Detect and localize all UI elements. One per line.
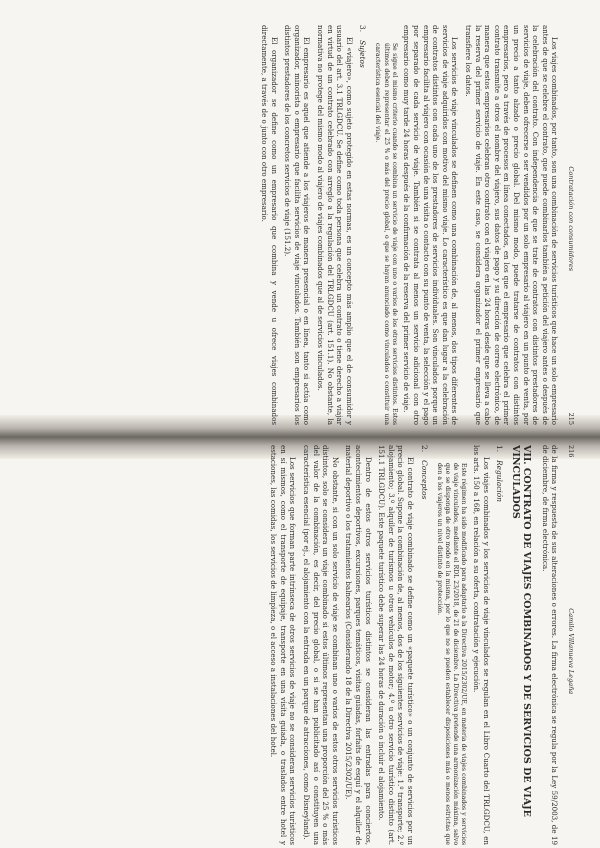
section-number: 2. (419, 445, 429, 453)
paragraph: Los viajes combinados y los servicios de viaje vinculados se regulan en el Libro Cuarto del TRLGDCU, en los arts. 150 a 168, en relación a su oferta, contratación y ejecución. (472, 445, 491, 845)
note: Se sigue el mismo criterio cuando se combina un servicio de viaje con uno o varios de los otros servicios distintos. Estos últimos deben representar el 25 % o más del precio global, o que se hayan anunciado como vinculados o constituir una característica esencial del viaje. (374, 43, 398, 425)
page-216 (175, 445, 575, 845)
page-header (565, 445, 575, 845)
paragraph: Dentro de estos otros servicios turísticos distintos se consideran las entradas para conciertos, acontecimientos deportivos, excursiones, parques temáticos, visitas guiadas, forfaits de esquí y el alquiler de material deportivo o los tratamientos balnearios (Considerando 18 de la Directiva 2015/2302/UE). (344, 445, 373, 845)
paragraph: No obstante, si con un solo servicio de viaje se combinan uno o varios de estos otros servicios turísticos distintos, solo se considera un viaje combinado si estos últimos representan una proporción del 25 % o más del valor de la combinación, es decir, del precio global, o si se han publicitado así o constituyen una característica esencial (por ej., el alojamiento con la entrada en un parque de atracciones, como Disneyland). (302, 445, 340, 845)
page-header (565, 25, 575, 425)
paragraph: Los servicios de viaje vinculados se definen como una combinación de, al menos, dos tipos diferentes de servicios de viaje adquiridos con motivo del mismo viaje. Lo característico es que dan lugar a la celebración de contratos distintos con cada uno de los prestadores de servicios individuales. Son vinculados porque un empresario facilita al viajero con ocasión de una visita o contacto con su punto de venta, la selección y el pago por separado de cada servicio de viaje. También si se contrata al menos un servicio adicional con otro empresario como muy tarde 24 horas después de la confirmación de la reserva del primer servicio de viaje. (402, 25, 460, 425)
note: Este régimen ha sido modificado para adaptarlo a la Directiva 2015/2302/UE, en materia de viajes combinados y servicios de viaje vinculados, mediante el RDL 23/2018, de 21 de diciembre. La Directiva pretende una armonización máxima, salvo que se disponga de otro modo en la misma, por lo que no se pueden establecer disposiciones más o menos estrictas que den a los viajeros un nivel distinto de protección. (435, 463, 468, 845)
paragraph: El empresario es aquel que atiende a los viajeros de manera presencial o en línea, tanto si actúa como organizador, minorista o empresario que facilita servicios de viaje vinculados. También son empresarios los distintos prestadores de los concretos servicios de viaje (151.2). (283, 25, 312, 425)
paragraph: El «viajero», como sujeto protegido en estas normas, es un concepto más amplio que el de consumidor y usuario del art. 3.1 TRLGDCU. Se define como toda persona que celebra un contrato o tiene derecho a viajar en virtud de un contrato celebrado con arreglo a la regulación del TRLGDCU (art. 151.1). No obstante, la normativa no protege del mismo modo al viajero de viajes combinados que al de servicios vinculados. (315, 25, 354, 425)
section-number: 3. (358, 25, 368, 33)
running-head: Contratación con consumidores (567, 166, 575, 272)
running-head: Camilo Villanueva Legaña (567, 608, 575, 695)
section-title: Conceptos (419, 460, 429, 500)
paragraph: El organizador se define como un empresario que combina y vende u ofrece viajes combinados directamente, a través de o junto con otro empresario. (259, 25, 279, 425)
page-number: 216 (567, 445, 575, 458)
section-title: Sujetos (358, 40, 368, 68)
page-number: 215 (567, 412, 575, 425)
chapter-title: VII. CONTRATO DE VIAJES COMBINADOS Y DE SERVICIOS DE VIAJE VINCULADOS (510, 445, 533, 817)
paragraph: Los servicios que forman parte intrínseca de otros servicios de viaje no se consideran servicios turísticos en sí mismos, como el transporte de equipaje, transporte en una visita guiada, o traslados entre hotel y estaciones, las comidas, los servicios de limpieza, o el acceso a instalaciones del hotel. (269, 445, 298, 845)
paragraph: Los viajes combinados, por tanto, son una combinación de servicios turísticos que hace un solo empresario antes de que se celebre el contrato, que puede combinarlos también a petición del viajero antes o después de la celebración del contrato. Con independencia de que se trate de contratos con distintos prestadores de servicios de viaje, deben ofrecerse o ser vendidos por un solo empresario al viajero en un punto de venta, por un precio a tanto alzado o precio global. Del mismo modo, puede tratarse de contratos con distintos empresarios, pero a través de procesos en línea conectados, en los que el empresario que celebra el primer contrato transmite a otros el nombre del viajero, sus datos de pago y su dirección de correo electrónico, de manera que estos empresarios celebran otro contrato con el viajero en las 24 horas desde que se lleva a cabo la reserva del primer servicio de viaje. En este caso, se considera organizador el primer empresario que transfiere los datos. (464, 25, 560, 425)
section-heading (495, 445, 505, 845)
paragraph: de la firma y respuesta de sus alteraciones o errores. La firma electrónica se regula por la Ley 59/2003, de 19 de diciembre, de firma electrónica. (540, 445, 560, 845)
page-215 (175, 25, 575, 425)
section-heading (358, 25, 368, 425)
paragraph: El contrato de viaje combinado se define como un «paquete turístico» o un conjunto de servicios por un precio global. Supone la combinación de, al menos, dos de los siguientes servicios de viaje: 1.º transporte; 2.º alojamiento; 3.º alquiler de turismos u otros vehículos de motor; 4.º u otro servicio turístico distinto (art. 151.1 TRLGDCU). Este paquete turístico debe superar las 24 horas de duración o incluir el alojamiento. (377, 445, 416, 845)
section-heading (419, 445, 429, 845)
section-title: Regulación (495, 460, 505, 502)
section-number: 1. (495, 445, 505, 453)
